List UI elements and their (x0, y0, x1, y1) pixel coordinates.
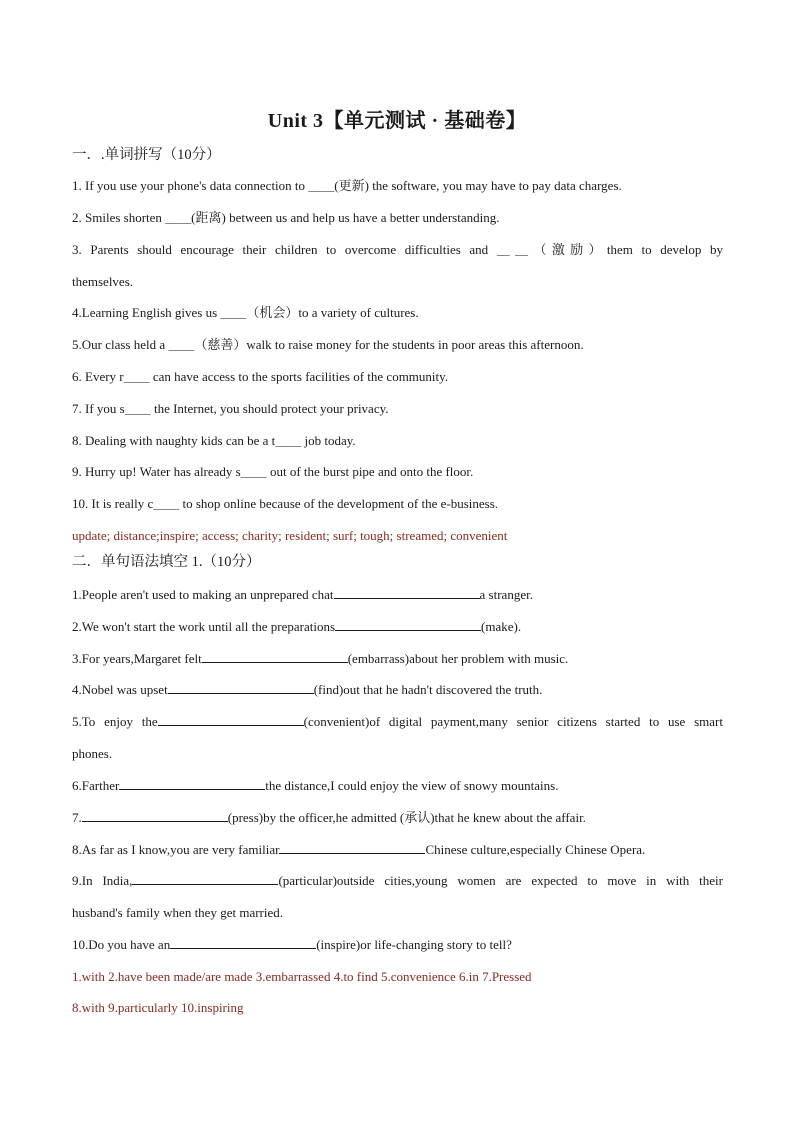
section1-heading: 一．.单词拼写（10分） (72, 147, 221, 163)
answer-blank[interactable] (168, 681, 314, 694)
answer-blank[interactable] (158, 713, 304, 726)
section1-answer-key: update; distance;inspire; access; charity; resident; surf; tough; streamed; convenient (72, 528, 508, 543)
question-s1-4: 4.Learning English gives us ＿＿（机会）to a variety of cultures. (72, 305, 419, 320)
question-s1-5: 5.Our class held a ＿＿（慈善）walk to raise money for the students in poor areas this afternoon. (72, 337, 584, 352)
question-s2-3: 3.For years,Margaret felt (embarrass)about her problem with music. (72, 651, 569, 666)
question-s2-8: 8.As far as I know,you are very familiar Chinese culture,especially Chinese Opera. (72, 842, 646, 857)
answer-blank[interactable] (170, 936, 316, 949)
question-s2-2: 2.We won't start the work until all the preparations (make). (72, 619, 522, 634)
question-s2-10: 10.Do you have an (inspire)or life-changing story to tell? (72, 937, 512, 952)
answer-blank[interactable] (82, 809, 228, 822)
question-s2-1: 1.People aren't used to making an unprepared chat a stranger. (72, 587, 533, 602)
question-s2-9: 9.In India, (particular)outside cities,young women are expected to move in with their (72, 873, 723, 888)
answer-blank[interactable] (279, 841, 425, 854)
question-s1-9: 9. Hurry up! Water has already s＿＿ out of the burst pipe and onto the floor. (72, 464, 474, 479)
question-s2-4: 4.Nobel was upset (find)out that he hadn't discovered the truth. (72, 682, 543, 697)
answer-blank[interactable] (132, 872, 278, 885)
question-s2-5-cont: phones. (72, 746, 113, 761)
question-s2-9-cont: husband's family when they get married. (72, 905, 284, 920)
question-s1-2: 2. Smiles shorten ＿＿(距离) between us and help us have a better understanding. (72, 210, 500, 225)
section2-answer-key-line1: 1.with 2.have been made/are made 3.embarrassed 4.to find 5.convenience 6.in 7.Pressed (72, 969, 532, 984)
question-s2-5: 5.To enjoy the (convenient)of digital payment,many senior citizens started to use smart (72, 714, 723, 729)
answer-blank[interactable] (335, 618, 481, 631)
question-s2-7: 7. (press)by the officer,he admitted (承认)that he knew about the affair. (72, 810, 586, 825)
section2-answer-key-line2: 8.with 9.particularly 10.inspiring (72, 1000, 244, 1015)
question-s1-7: 7. If you s＿＿ the Internet, you should protect your privacy. (72, 401, 389, 416)
answer-blank[interactable] (334, 586, 480, 599)
answer-blank[interactable] (202, 650, 348, 663)
question-s1-6: 6. Every r＿＿ can have access to the sports facilities of the community. (72, 369, 449, 384)
question-s1-3-cont: themselves. (72, 274, 134, 289)
answer-blank[interactable] (119, 777, 265, 790)
section2-heading: 二．单句语法填空 1.（10分） (72, 554, 261, 570)
question-s1-10: 10. It is really c＿＿ to shop online because of the development of the e-business. (72, 496, 499, 511)
question-s1-1: 1. If you use your phone's data connection to ＿＿(更新) the software, you may have to pay data charges. (72, 178, 622, 193)
question-s1-8: 8. Dealing with naughty kids can be a t＿＿ job today. (72, 433, 356, 448)
question-s1-3: 3. Parents should encourage their children to overcome difficulties and ＿＿（激励）them to develop by (72, 242, 723, 257)
question-s2-6: 6.Farther the distance,I could enjoy the view of snowy mountains. (72, 778, 559, 793)
page-title: Unit 3【单元测试 · 基础卷】 (267, 110, 527, 132)
